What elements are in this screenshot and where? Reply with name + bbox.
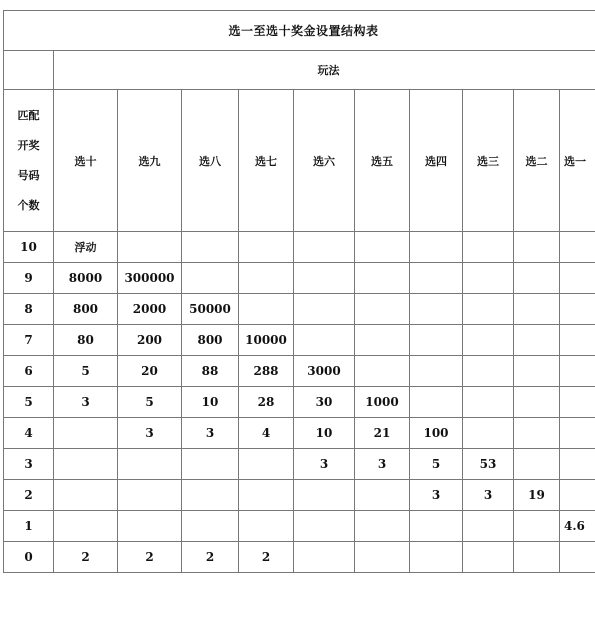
prize-cell <box>463 418 514 449</box>
play-header-select-2: 选二 <box>514 90 560 232</box>
prize-cell: 288 <box>239 356 294 387</box>
prize-cell <box>514 511 560 542</box>
play-header-select-9: 选九 <box>118 90 182 232</box>
prize-cell: 5 <box>54 356 118 387</box>
prize-cell: 4.6 <box>560 511 595 542</box>
match-count-cell: 3 <box>4 449 54 480</box>
prize-cell: 8000 <box>54 263 118 294</box>
prize-cell <box>514 325 560 356</box>
prize-cell: 88 <box>182 356 239 387</box>
prize-cell <box>410 325 463 356</box>
match-count-header-line: 号码 <box>17 168 40 182</box>
prize-cell <box>118 449 182 480</box>
match-count-header-line: 匹配 <box>17 108 40 122</box>
match-count-header-line: 开奖 <box>17 138 40 152</box>
prize-cell: 200 <box>118 325 182 356</box>
prize-cell <box>514 294 560 325</box>
prize-cell <box>463 356 514 387</box>
prize-cell: 10000 <box>239 325 294 356</box>
match-count-cell: 1 <box>4 511 54 542</box>
play-group-header: 玩法 <box>54 51 595 90</box>
prize-cell <box>239 232 294 263</box>
prize-cell <box>239 263 294 294</box>
table-row <box>4 542 595 573</box>
prize-cell <box>410 232 463 263</box>
prize-cell <box>514 232 560 263</box>
play-header-select-10: 选十 <box>54 90 118 232</box>
match-count-cell: 4 <box>4 418 54 449</box>
prize-cell: 4 <box>239 418 294 449</box>
prize-cell <box>118 511 182 542</box>
prize-structure-sheet <box>3 10 595 639</box>
prize-cell <box>514 387 560 418</box>
prize-cell <box>294 511 355 542</box>
table-row <box>4 418 595 449</box>
prize-cell: 20 <box>118 356 182 387</box>
prize-cell: 2 <box>118 542 182 573</box>
prize-cell: 5 <box>410 449 463 480</box>
prize-cell <box>560 542 595 573</box>
prize-cell <box>294 232 355 263</box>
prize-cell <box>560 232 595 263</box>
prize-cell: 28 <box>239 387 294 418</box>
prize-cell <box>410 542 463 573</box>
prize-cell: 3 <box>182 418 239 449</box>
prize-cell: 3 <box>463 480 514 511</box>
prize-cell <box>514 263 560 294</box>
table-row <box>4 232 595 263</box>
prize-cell: 2 <box>182 542 239 573</box>
match-count-cell: 6 <box>4 356 54 387</box>
match-count-cell: 5 <box>4 387 54 418</box>
prize-cell <box>463 294 514 325</box>
prize-cell <box>355 232 410 263</box>
prize-cell <box>118 480 182 511</box>
table-title: 选一至选十奖金设置结构表 <box>4 11 595 51</box>
prize-cell: 3 <box>294 449 355 480</box>
header-blank-cell <box>4 51 54 90</box>
prize-cell: 30 <box>294 387 355 418</box>
prize-cell <box>54 511 118 542</box>
prize-cell <box>355 542 410 573</box>
prize-cell <box>239 511 294 542</box>
match-count-header <box>4 90 54 232</box>
prize-cell <box>514 542 560 573</box>
table-row <box>4 325 595 356</box>
play-header-select-1: 选一 <box>560 90 595 232</box>
prize-cell: 3 <box>118 418 182 449</box>
match-count-cell: 10 <box>4 232 54 263</box>
prize-cell <box>239 294 294 325</box>
prize-cell <box>54 418 118 449</box>
table-row <box>4 480 595 511</box>
prize-cell: 浮动 <box>54 232 118 263</box>
match-count-cell: 2 <box>4 480 54 511</box>
table-row <box>4 263 595 294</box>
prize-cell <box>514 356 560 387</box>
match-count-cell: 9 <box>4 263 54 294</box>
prize-cell <box>294 325 355 356</box>
prize-cell: 19 <box>514 480 560 511</box>
play-header-select-7: 选七 <box>239 90 294 232</box>
prize-cell <box>294 294 355 325</box>
prize-cell <box>410 387 463 418</box>
prize-cell: 53 <box>463 449 514 480</box>
prize-cell <box>118 232 182 263</box>
prize-cell <box>355 294 410 325</box>
prize-cell: 100 <box>410 418 463 449</box>
play-header-select-6: 选六 <box>294 90 355 232</box>
prize-cell <box>463 232 514 263</box>
prize-cell: 2 <box>239 542 294 573</box>
prize-cell <box>410 294 463 325</box>
match-count-cell: 0 <box>4 542 54 573</box>
prize-cell: 3 <box>355 449 410 480</box>
prize-cell <box>560 356 595 387</box>
prize-cell: 21 <box>355 418 410 449</box>
prize-structure-table <box>3 10 595 573</box>
prize-cell <box>355 480 410 511</box>
prize-cell <box>294 480 355 511</box>
prize-cell: 10 <box>294 418 355 449</box>
prize-cell: 10 <box>182 387 239 418</box>
prize-cell <box>410 511 463 542</box>
prize-cell <box>560 387 595 418</box>
prize-cell <box>463 325 514 356</box>
prize-cell <box>355 511 410 542</box>
match-count-header-line: 个数 <box>17 198 40 212</box>
prize-cell <box>410 263 463 294</box>
table-row <box>4 449 595 480</box>
prize-cell <box>560 449 595 480</box>
match-count-cell: 8 <box>4 294 54 325</box>
prize-cell <box>182 232 239 263</box>
prize-cell: 800 <box>54 294 118 325</box>
prize-cell: 80 <box>54 325 118 356</box>
prize-cell <box>463 511 514 542</box>
prize-cell <box>239 480 294 511</box>
prize-cell <box>182 263 239 294</box>
match-count-cell: 7 <box>4 325 54 356</box>
prize-cell <box>560 294 595 325</box>
prize-cell <box>410 356 463 387</box>
prize-cell <box>294 542 355 573</box>
play-header-select-3: 选三 <box>463 90 514 232</box>
prize-cell <box>239 449 294 480</box>
play-header-select-4: 选四 <box>410 90 463 232</box>
table-row <box>4 387 595 418</box>
prize-cell <box>355 263 410 294</box>
prize-cell: 3 <box>54 387 118 418</box>
table-row <box>4 356 595 387</box>
prize-cell <box>355 356 410 387</box>
prize-cell <box>463 387 514 418</box>
prize-cell <box>560 325 595 356</box>
prize-cell: 5 <box>118 387 182 418</box>
prize-cell: 300000 <box>118 263 182 294</box>
prize-cell <box>182 480 239 511</box>
prize-cell <box>294 263 355 294</box>
table-row <box>4 511 595 542</box>
prize-cell <box>560 480 595 511</box>
prize-cell <box>560 418 595 449</box>
prize-cell <box>463 263 514 294</box>
prize-cell: 50000 <box>182 294 239 325</box>
prize-cell <box>514 418 560 449</box>
table-row <box>4 294 595 325</box>
prize-cell: 3 <box>410 480 463 511</box>
prize-cell <box>54 449 118 480</box>
prize-cell <box>355 325 410 356</box>
prize-cell: 3000 <box>294 356 355 387</box>
prize-cell <box>514 449 560 480</box>
play-header-select-8: 选八 <box>182 90 239 232</box>
play-header-select-5: 选五 <box>355 90 410 232</box>
prize-cell: 2 <box>54 542 118 573</box>
prize-cell: 2000 <box>118 294 182 325</box>
prize-cell <box>182 511 239 542</box>
prize-cell <box>560 263 595 294</box>
prize-cell: 1000 <box>355 387 410 418</box>
prize-cell <box>463 542 514 573</box>
prize-cell: 800 <box>182 325 239 356</box>
prize-cell <box>182 449 239 480</box>
prize-cell <box>54 480 118 511</box>
